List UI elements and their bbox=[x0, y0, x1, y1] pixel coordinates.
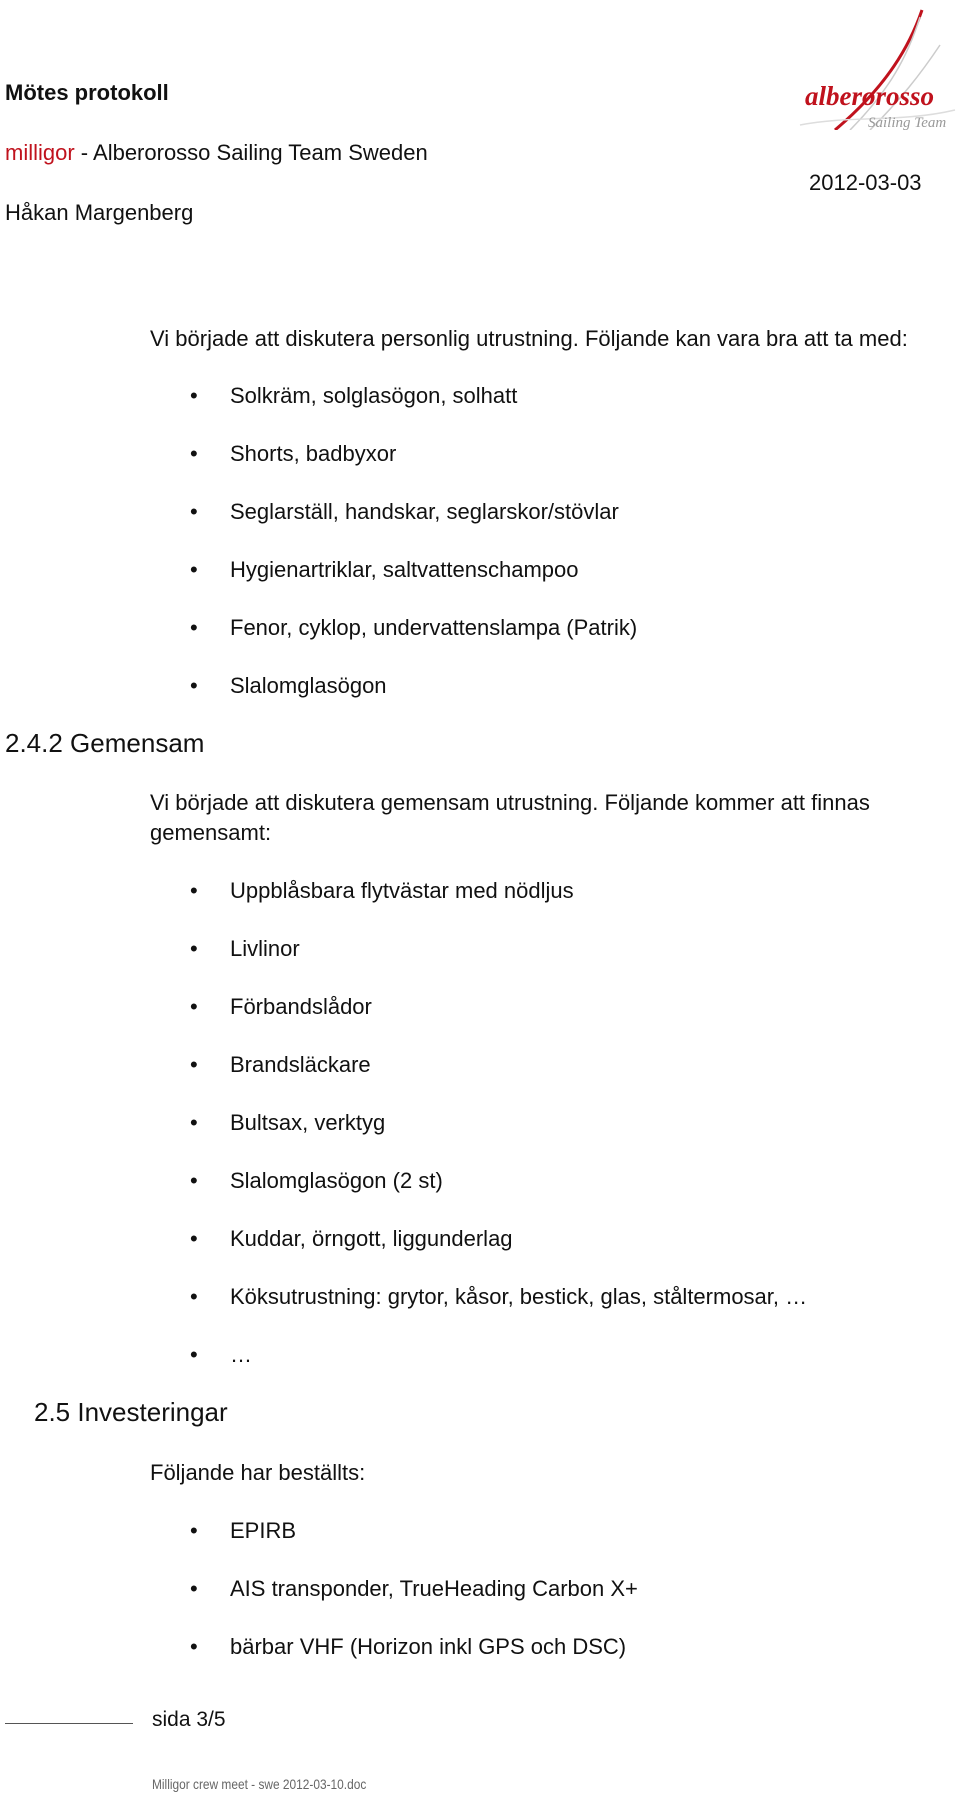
bullet-icon: • bbox=[190, 1052, 198, 1077]
bullet-icon: • bbox=[190, 1518, 198, 1543]
footer-rule bbox=[5, 1723, 133, 1724]
list-item-text: Bultsax, verktyg bbox=[230, 1110, 386, 1135]
list-item-text: Förbandslådor bbox=[230, 994, 372, 1019]
bullet-icon: • bbox=[190, 673, 198, 698]
bullet-icon: • bbox=[190, 1634, 198, 1659]
list-item-text: Hygienartriklar, saltvattenschampoo bbox=[230, 557, 579, 582]
invest-intro: Följande har beställts: bbox=[150, 1460, 366, 1485]
list-item-text: Köksutrustning: grytor, kåsor, bestick, glas, ståltermosar, … bbox=[230, 1284, 808, 1309]
org-name: - Alberorosso Sailing Team Sweden bbox=[74, 140, 428, 165]
org-prefix: milligor bbox=[5, 140, 75, 165]
list-item-text: Brandsläckare bbox=[230, 1052, 371, 1077]
list-item-text: AIS transponder, TrueHeading Carbon X+ bbox=[230, 1576, 638, 1601]
bullet-icon: • bbox=[190, 1576, 198, 1601]
bullet-icon: • bbox=[190, 878, 198, 903]
list-item-text: Seglarställ, handskar, seglarskor/stövlar bbox=[230, 499, 619, 524]
bullet-icon: • bbox=[190, 994, 198, 1019]
page-number: sida 3/5 bbox=[152, 1708, 226, 1731]
bullet-icon: • bbox=[190, 499, 198, 524]
shared-intro: Vi började att diskutera gemensam utrustning. Följande kommer att finnas gemensamt: bbox=[150, 790, 870, 845]
document-title: Mötes protokoll bbox=[5, 80, 169, 105]
heading-gemensam: 2.4.2 Gemensam bbox=[5, 728, 205, 758]
heading-investeringar: 2.5 Investeringar bbox=[34, 1397, 228, 1427]
list-item-text: EPIRB bbox=[230, 1518, 297, 1543]
bullet-icon: • bbox=[190, 1226, 198, 1251]
list-item-text: bärbar VHF (Horizon inkl GPS och DSC) bbox=[230, 1634, 627, 1659]
bullet-icon: • bbox=[190, 1110, 198, 1135]
bullet-icon: • bbox=[190, 557, 198, 582]
bullet-icon: • bbox=[190, 615, 198, 640]
list-item-text: … bbox=[230, 1342, 252, 1367]
list-item-text: Shorts, badbyxor bbox=[230, 441, 397, 466]
footer-filename: Milligor crew meet - swe 2012-03-10.doc bbox=[152, 1776, 367, 1792]
document-date: 2012-03-03 bbox=[809, 170, 922, 195]
document-author: Håkan Margenberg bbox=[5, 200, 194, 225]
list-item-text: Slalomglasögon bbox=[230, 673, 387, 698]
logo-wordmark: alberorosso bbox=[805, 81, 935, 111]
list-item-text: Livlinor bbox=[230, 936, 300, 961]
logo-tagline: Sailing Team bbox=[868, 115, 947, 130]
bullet-icon: • bbox=[190, 1168, 198, 1193]
document-subtitle bbox=[5, 140, 428, 166]
bullet-icon: • bbox=[190, 1284, 198, 1309]
bullet-icon: • bbox=[190, 936, 198, 961]
bullet-icon: • bbox=[190, 441, 198, 466]
bullet-icon: • bbox=[190, 383, 198, 408]
bullet-icon: • bbox=[190, 1342, 198, 1367]
list-item-text: Solkräm, solglasögon, solhatt bbox=[230, 383, 518, 408]
alberorosso-logo bbox=[790, 5, 960, 130]
list-item-text: Kuddar, örngott, liggunderlag bbox=[230, 1226, 513, 1251]
list-item-text: Fenor, cyklop, undervattenslampa (Patrik) bbox=[230, 615, 638, 640]
list-item-text: Uppblåsbara flytvästar med nödljus bbox=[230, 878, 574, 903]
personal-intro: Vi började att diskutera personlig utrustning. Följande kan vara bra att ta med: bbox=[150, 326, 908, 351]
list-item-text: Slalomglasögon (2 st) bbox=[230, 1168, 443, 1193]
